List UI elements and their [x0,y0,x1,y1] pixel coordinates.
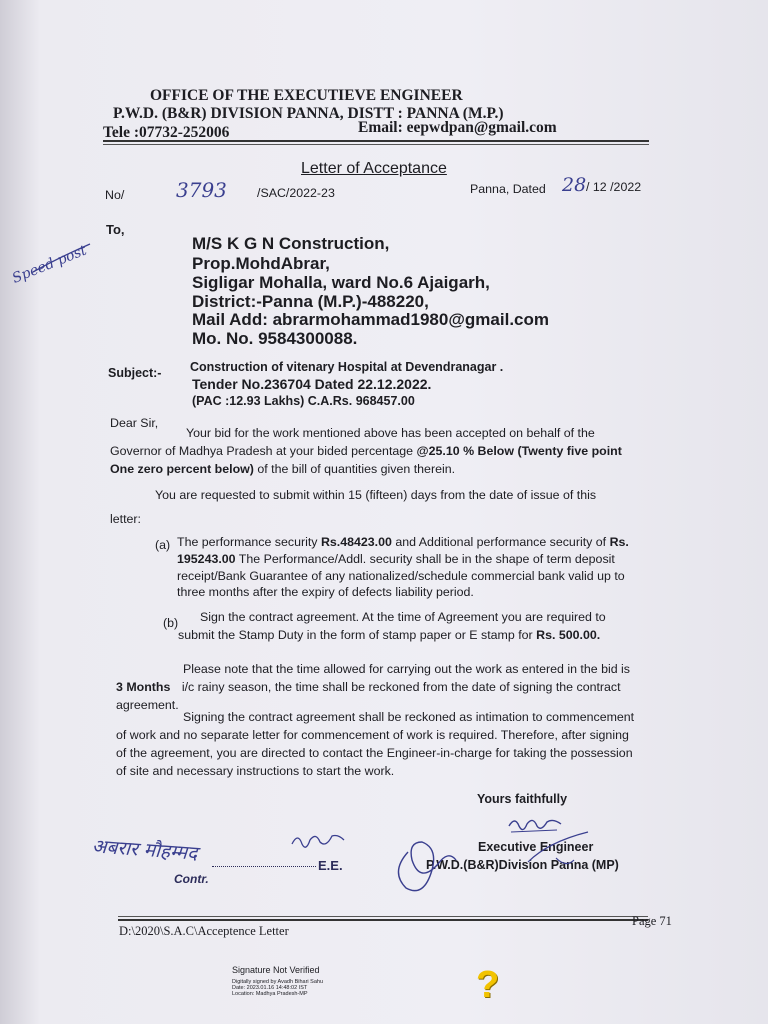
ee-label: E.E. [318,858,343,873]
email-address: Email: eepwdpan@gmail.com [358,119,557,136]
letter-title: Letter of Acceptance [301,160,447,177]
para1-line2 [110,442,622,460]
item-a-security-amount: Rs.48423.00 [320,535,392,549]
signature-detail-3: Location: Madhya Pradesh-MP [232,991,308,997]
executive-engineer-signature [378,822,608,902]
margin-pen-stroke [28,240,98,280]
para2-line1: You are requested to submit within 15 (fifteen) days from the date of issue of this [155,488,597,502]
para4-line1: Signing the contract agreement shall be reckoned as intimation to commencement [183,710,635,724]
item-b-stamp-amount: Rs. 500.00. [536,628,601,642]
item-a-line3: receipt/Bank Guarantee of any nationalized/schedule commercial bank valid up to [177,569,625,583]
subject-tender: Tender No.236704 Dated 22.12.2022. [192,376,432,392]
salutation: Dear Sir, [110,416,159,430]
telephone: Tele :07732-252006 [103,124,230,141]
signature-detail-1: Digitally signed by Avadh Bihari Sahu [232,979,324,985]
para1-percentage: @25.10 % Below (Twenty five point [416,444,622,458]
letterhead-rule [103,140,649,142]
para3-line2-text: i/c rainy season, the time shall be reckoned from the date of signing the contract [181,680,621,694]
para4-line2: of work and no separate letter for commencement of work is required. Therefore, after signing [116,728,629,742]
ee-initials-signature [288,826,348,852]
recipient-address: Sigligar Mohalla, ward No.6 Ajaigarh, [192,273,490,292]
subject-pac: (PAC :12.93 Lakhs) C.A.Rs. 968457.00 [192,394,415,408]
speed-post-note: Speed post [10,242,90,287]
item-a-line2 [177,550,615,568]
recipient-name: M/S K G N Construction, [192,234,390,253]
office-heading: OFFICE OF THE EXECUTIEVE ENGINEER [150,87,463,104]
para3-line2 [116,678,621,696]
file-path: D:\2020\S.A.C\Acceptence Letter [119,924,289,938]
dated-rest: / 12 /2022 [586,180,642,194]
footer-rule [118,916,648,917]
signatory-title: Executive Engineer [478,840,594,854]
centre-text: Contr. [174,872,209,886]
signatory-office: P.W.D.(B&R)Division Panna (MP) [426,858,619,872]
to-label: To, [106,222,125,237]
para3-line1: Please note that the time allowed for carrying out the work as entered in the bid is [183,662,631,676]
item-a-l2-text: The Performance/Addl. security shall be in the shape of term deposit [238,552,615,566]
item-a-l1-pre: The performance security [177,535,318,549]
para2-line2: letter: [110,512,141,526]
para4-line3: of the agreement, you are directed to contact the Engineer-in-charge for taking the possession [116,746,633,760]
subject-label: Subject:- [108,366,162,380]
item-a-addl-amount: 195243.00 [177,552,236,566]
dated-day-handwritten: 28 [562,174,587,196]
para1-line2-text: Governor of Madhya Pradesh at your bided percentage [110,444,414,458]
signature-unverified-icon: ? [476,964,500,1006]
item-a-rs: Rs. [609,535,629,549]
dated-label: Panna, Dated [470,182,546,196]
ref-no-label: No/ [105,188,125,202]
signature-status: Signature Not Verified [232,965,320,975]
item-b-l2-pre: submit the Stamp Duty in the form of stamp paper or E stamp for [178,628,533,642]
footer-rule-thick [118,919,648,921]
recipient-proprietor: Prop.MohdAbrar, [192,254,330,273]
para1-line1: Your bid for the work mentioned above has been accepted on behalf of the [186,426,595,440]
handwritten-devanagari-name: अबरार मौहम्मद [91,835,198,865]
item-a-line4: three months after the expiry of defects liability period. [177,585,474,599]
division-heading: P.W.D. (B&R) DIVISION PANNA, DISTT : PANNA (M.P.) [113,105,504,122]
para1-line3 [110,460,455,478]
item-a-l1-mid: and Additional performance security of [395,535,607,549]
signature-detail-2: Date: 2023.01.16 14:48:02 IST [232,985,308,991]
dotted-line [212,866,316,867]
para3-line3: agreement. [116,698,179,712]
page-number: Page 71 [632,914,672,928]
item-b-line2 [178,626,600,644]
subject-line-1: Construction of vitenary Hospital at Devendranagar . [190,360,504,374]
item-b-line1: Sign the contract agreement. At the time of Agreement you are required to [200,610,606,624]
recipient-mobile: Mo. No. 9584300088. [192,329,358,348]
ref-number-handwritten: 3793 [176,178,227,202]
para3-duration: 3 Months [116,680,171,694]
letterhead-rule-thin [103,144,649,145]
para1-percentage-words: One zero percent below) [110,462,254,476]
closing: Yours faithfully [477,792,568,806]
recipient-district: District:-Panna (M.P.)-488220, [192,292,429,311]
ref-suffix: /SAC/2022-23 [257,186,335,200]
para4-line4: of site and necessary instructions to start the work. [116,764,395,778]
item-a-marker: (a) [155,538,171,552]
para1-line3-text: of the bill of quantities given therein. [257,462,456,476]
item-a-line1 [177,533,629,551]
item-b-marker: (b) [163,616,179,630]
recipient-email: Mail Add: abrarmohammad1980@gmail.com [192,310,549,329]
